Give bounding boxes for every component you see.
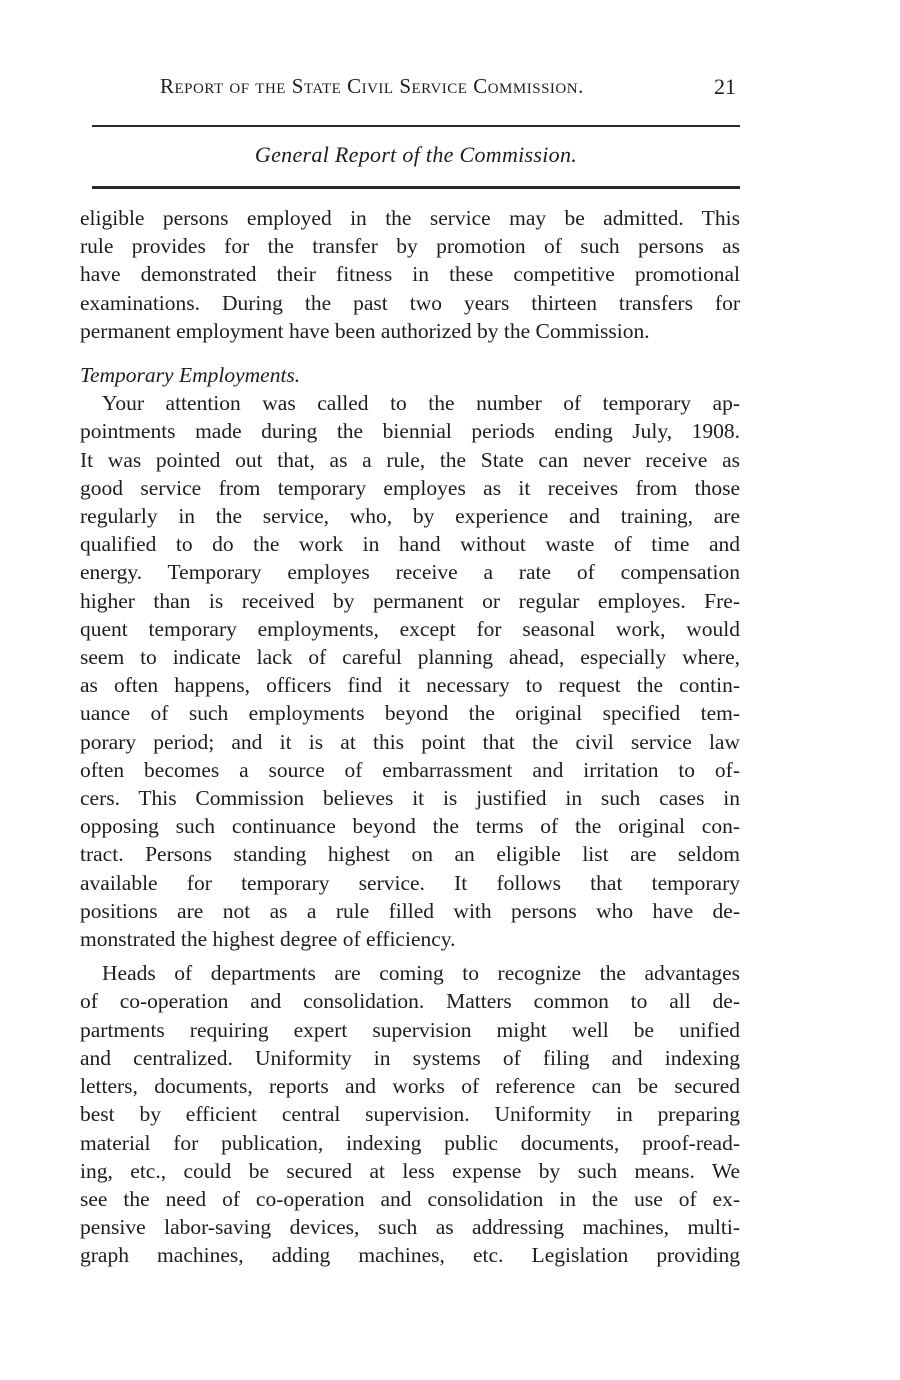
text-line: available for temporary service. It follows that temporary bbox=[80, 870, 740, 895]
text-line: material for publication, indexing public documents, proof-read- bbox=[80, 1130, 740, 1155]
paragraph-temporary-employments bbox=[80, 389, 740, 953]
paragraph-transfers bbox=[80, 204, 740, 345]
text-line: It was pointed out that, as a rule, the State can never receive as bbox=[80, 447, 740, 472]
running-header: Report of the State Civil Service Commission. bbox=[160, 74, 584, 98]
text-line: have demonstrated their fitness in these competitive promotional bbox=[80, 262, 740, 287]
text-line: quent temporary employments, except for seasonal work, would bbox=[80, 616, 740, 641]
text-line: Heads of departments are coming to recognize the advantages bbox=[102, 961, 740, 986]
page-number: 21 bbox=[714, 74, 736, 99]
paragraph-cooperation bbox=[80, 959, 740, 1269]
text-line: porary period; and it is at this point that the civil service law bbox=[80, 729, 740, 754]
text-line: higher than is received by permanent or regular employes. Fre- bbox=[80, 588, 740, 613]
text-line: qualified to do the work in hand without waste of time and bbox=[80, 532, 740, 557]
text-line: good service from temporary employes as it receives from those bbox=[80, 475, 740, 500]
text-line: cers. This Commission believes it is justified in such cases in bbox=[80, 786, 740, 811]
text-line: graph machines, adding machines, etc. Legislation providing bbox=[80, 1243, 740, 1268]
subheading-temporary-employments: Temporary Employments. bbox=[80, 363, 301, 388]
text-line: regularly in the service, who, by experience and training, are bbox=[80, 504, 740, 529]
text-line: see the need of co-operation and consolidation in the use of ex- bbox=[80, 1186, 740, 1211]
text-line: uance of such employments beyond the original specified tem- bbox=[80, 701, 740, 726]
text-line: best by efficient central supervision. Uniformity in preparing bbox=[80, 1102, 740, 1127]
text-line: pensive labor-saving devices, such as addressing machines, multi- bbox=[80, 1215, 740, 1240]
text-line: permanent employment have been authorized by the Commission. bbox=[80, 318, 650, 343]
header-rule-bottom bbox=[92, 186, 740, 189]
text-line: energy. Temporary employes receive a rate of compensation bbox=[80, 560, 740, 585]
text-line: ing, etc., could be secured at less expense by such means. We bbox=[80, 1158, 740, 1183]
text-line: of co-operation and consolidation. Matters common to all de- bbox=[80, 989, 740, 1014]
text-line: letters, documents, reports and works of reference can be secured bbox=[80, 1074, 740, 1099]
text-line: and centralized. Uniformity in systems of filing and indexing bbox=[80, 1045, 740, 1070]
header-rule-top bbox=[92, 125, 740, 127]
text-line: partments requiring expert supervision might well be unified bbox=[80, 1017, 740, 1042]
text-line: tract. Persons standing highest on an eligible list are seldom bbox=[80, 842, 740, 867]
text-line: positions are not as a rule filled with persons who have de- bbox=[80, 898, 740, 923]
text-line: opposing such continuance beyond the terms of the original con- bbox=[80, 814, 740, 839]
text-line: as often happens, officers find it necessary to request the contin- bbox=[80, 673, 740, 698]
text-line: often becomes a source of embarrassment and irritation to of- bbox=[80, 757, 740, 782]
body-text bbox=[80, 204, 740, 1270]
text-line: examinations. During the past two years thirteen transfers for bbox=[80, 290, 740, 315]
text-line: pointments made during the biennial periods ending July, 1908. bbox=[80, 419, 740, 444]
text-line: seem to indicate lack of careful planning ahead, especially where, bbox=[80, 645, 740, 670]
section-title: General Report of the Commission. bbox=[254, 142, 578, 167]
text-line: monstrated the highest degree of efficiency. bbox=[80, 927, 456, 952]
text-line: eligible persons employed in the service may be admitted. This bbox=[80, 206, 740, 230]
text-line: Your attention was called to the number of temporary ap- bbox=[102, 391, 740, 416]
text-line: rule provides for the transfer by promotion of such persons as bbox=[80, 234, 740, 259]
